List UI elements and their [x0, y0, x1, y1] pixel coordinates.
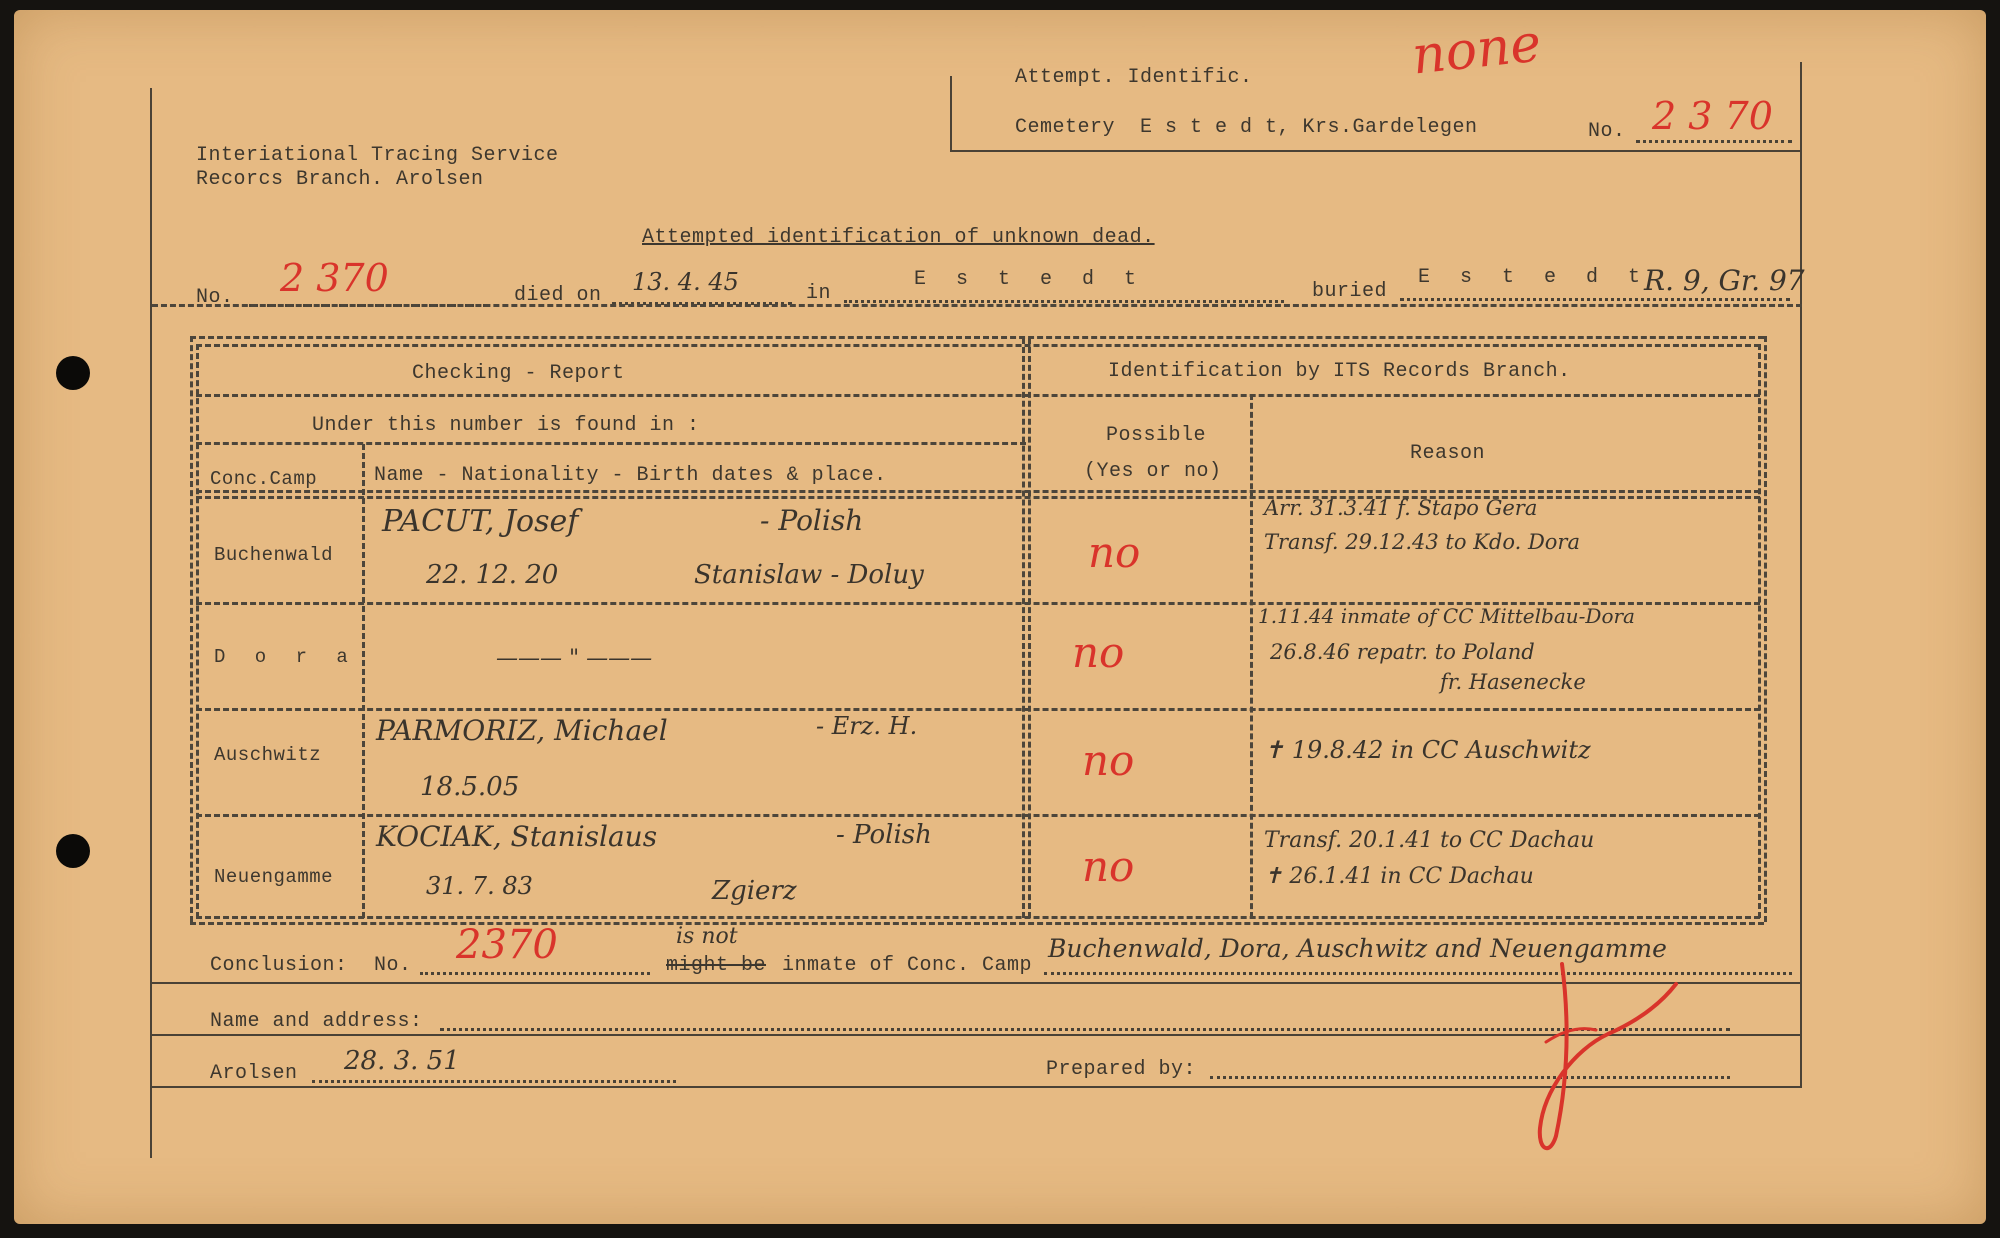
camp-cell: Neuengamme: [214, 866, 334, 888]
header-no-label: No.: [1588, 120, 1626, 143]
cemetery-label: Cemetery: [1015, 116, 1116, 139]
buried-value: E s t e d t: [1418, 266, 1650, 289]
table-top-inner: [196, 344, 1760, 347]
row-line: [196, 490, 1760, 493]
died-label: died on: [514, 284, 602, 307]
reason-cell: ✝ 26.1.41 in CC Dachau: [1264, 864, 1534, 889]
org-name: Interiational Tracing Service: [196, 144, 559, 167]
possible-cell: no: [1072, 628, 1125, 677]
arolsen-line: [312, 1080, 676, 1083]
buried-line: [1400, 298, 1790, 301]
right-margin-rule: [1800, 62, 1802, 1087]
header-box-bottom: [950, 150, 1802, 152]
signature-mark: [1510, 950, 1690, 1160]
table-right-inner: [1758, 344, 1761, 918]
nationality-cell: - Erz. H.: [816, 712, 918, 740]
name-cell: PACUT, Josef: [382, 504, 579, 539]
col-header-possible-sub: (Yes or no): [1084, 460, 1222, 483]
camp-cell: D o r a: [214, 646, 357, 668]
might-be-struck: might be: [666, 954, 767, 977]
punch-hole: [56, 356, 90, 390]
reason-cell: ✝ 19.8.42 in CC Auschwitz: [1264, 736, 1591, 764]
col-header-reason: Reason: [1410, 442, 1486, 465]
stamp-none: none: [1409, 13, 1544, 87]
reason-cell: fr. Hasenecke: [1440, 670, 1586, 694]
reason-cell: Arr. 31.3.41 f. Stapo Gera: [1264, 496, 1538, 520]
arolsen-date: 28. 3. 51: [344, 1046, 460, 1076]
camp-cell: Buchenwald: [214, 544, 334, 566]
conclusion-label: Conclusion:: [210, 954, 348, 977]
attempt-label: Attempt. Identific.: [1015, 66, 1253, 89]
table-bottom: [196, 916, 1760, 919]
record-no-value: 2 370: [280, 256, 389, 300]
arolsen-label: Arolsen: [210, 1062, 298, 1085]
row-line: [196, 442, 1026, 445]
in-value: E s t e d t: [914, 268, 1146, 291]
row-line: [196, 394, 1760, 397]
name-address-label: Name and address:: [210, 1010, 423, 1033]
row-line: [196, 814, 1760, 817]
record-no-label: No.: [196, 286, 234, 309]
nationality-cell: - Polish: [836, 820, 932, 850]
header-box-left: [950, 76, 952, 152]
possible-cell: no: [1088, 528, 1141, 577]
table-left-inner: [196, 344, 199, 918]
in-label: in: [806, 282, 832, 305]
conclusion-camps: Buchenwald, Dora, Auschwitz and Neuengamme: [1048, 934, 1667, 963]
place-cell: Zgierz: [712, 876, 797, 906]
reason-cell: Transf. 29.12.43 to Kdo. Dora: [1264, 530, 1580, 554]
name-cell: ——— " ———: [496, 646, 653, 671]
buried-label: buried: [1312, 280, 1388, 303]
header-no-value: 2 3 70: [1652, 94, 1773, 138]
header-no-line: [1636, 140, 1792, 143]
under-number-header: Under this number is found in :: [312, 414, 700, 437]
in-line: [844, 300, 1284, 303]
is-not-insert: is not: [676, 924, 738, 949]
form-title: Attempted identification of unknown dead.: [642, 226, 1155, 249]
left-margin-rule: [150, 88, 152, 1158]
punch-hole: [56, 834, 90, 868]
table-right: [1764, 336, 1767, 922]
conclusion-no-label: No.: [374, 954, 412, 977]
died-value: 13. 4. 45: [632, 268, 739, 296]
conclusion-no-line: [420, 972, 650, 975]
reason-cell: 26.8.46 repatr. to Poland: [1270, 640, 1535, 664]
table-bottom-outer: [190, 922, 1764, 925]
birth-cell: 31. 7. 83: [426, 872, 533, 900]
ident-header: Identification by ITS Records Branch.: [1108, 360, 1571, 383]
inmate-text: inmate of Conc. Camp: [782, 954, 1033, 977]
col-line: [1022, 338, 1025, 918]
birth-cell: 18.5.05: [420, 772, 520, 802]
col-header-possible: Possible: [1106, 424, 1207, 447]
row-line: [196, 708, 1760, 711]
org-branch: Recorcs Branch. Arolsen: [196, 168, 484, 191]
prepared-label: Prepared by:: [1046, 1058, 1197, 1081]
birth-cell: 22. 12. 20: [426, 560, 559, 590]
col-line: [1028, 338, 1031, 918]
place-cell: Stanislaw - Doluy: [694, 560, 924, 590]
table-left: [190, 336, 193, 922]
conclusion-no-value: 2370: [456, 922, 558, 968]
col-header-name: Name - Nationality - Birth dates & place.: [374, 464, 887, 487]
reason-cell: Transf. 20.1.41 to CC Dachau: [1264, 828, 1595, 853]
nationality-cell: - Polish: [760, 504, 864, 537]
grave-value: R. 9, Gr. 97: [1644, 264, 1805, 297]
possible-cell: no: [1082, 736, 1135, 785]
name-cell: KOCIAK, Stanislaus: [376, 820, 658, 853]
record-card: [14, 10, 1986, 1224]
checking-report-header: Checking - Report: [412, 362, 625, 385]
cemetery-value: E s t e d t, Krs.Gardelegen: [1140, 116, 1478, 139]
name-cell: PARMORIZ, Michael: [376, 714, 668, 747]
col-header-camp: Conc.Camp: [210, 468, 318, 490]
reason-cell: 1.11.44 inmate of CC Mittelbau-Dora: [1258, 604, 1635, 628]
camp-cell: Auschwitz: [214, 744, 322, 766]
record-underline: [152, 304, 1802, 307]
table-top: [190, 336, 1764, 339]
possible-cell: no: [1082, 842, 1135, 891]
col-line: [1250, 394, 1253, 918]
col-line: [362, 444, 365, 918]
